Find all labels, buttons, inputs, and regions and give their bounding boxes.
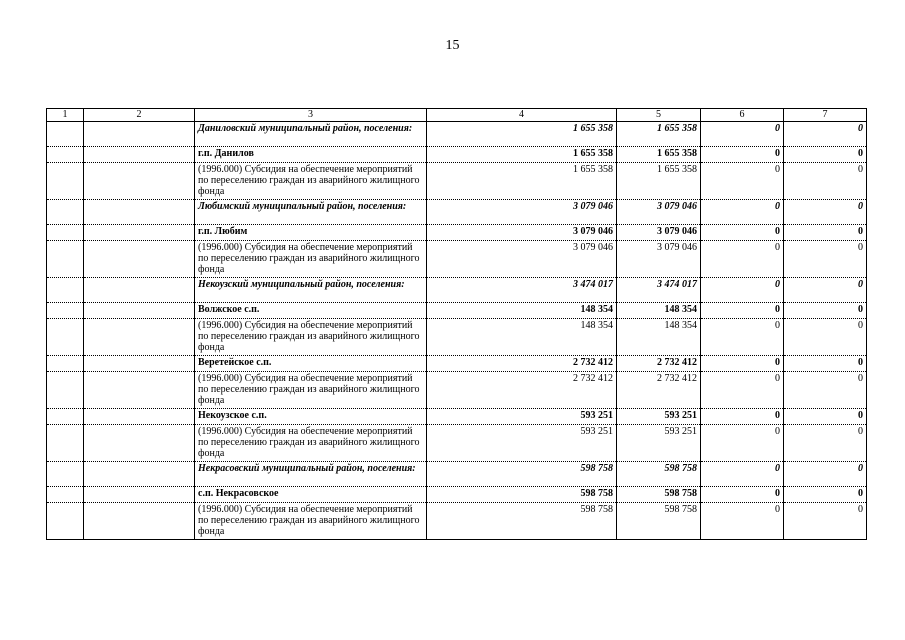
row-name: Некоузский муниципальный район, поселения: — [195, 278, 427, 303]
cell-col1 — [47, 487, 84, 503]
value-col5: 598 758 — [617, 487, 701, 503]
value-col6: 0 — [701, 487, 784, 503]
column-header-1: 1 — [47, 109, 84, 122]
cell-col1 — [47, 163, 84, 200]
value-col5: 593 251 — [617, 409, 701, 425]
cell-col2 — [84, 147, 195, 163]
cell-col2 — [84, 163, 195, 200]
row-name: Веретейское с.п. — [195, 356, 427, 372]
cell-col2 — [84, 372, 195, 409]
table-row-item — [47, 372, 867, 409]
table-row-item — [47, 163, 867, 200]
cell-col2 — [84, 425, 195, 462]
value-col5: 2 732 412 — [617, 372, 701, 409]
value-col4: 3 079 046 — [427, 241, 617, 278]
cell-col1 — [47, 278, 84, 303]
cell-col1 — [47, 303, 84, 319]
cell-col2 — [84, 225, 195, 241]
value-col4: 598 758 — [427, 487, 617, 503]
value-col4: 1 655 358 — [427, 163, 617, 200]
value-col4: 1 655 358 — [427, 147, 617, 163]
value-col4: 598 758 — [427, 462, 617, 487]
table-row-settlement — [47, 487, 867, 503]
table-row-district — [47, 278, 867, 303]
row-name: Волжское с.п. — [195, 303, 427, 319]
value-col6: 0 — [701, 503, 784, 540]
value-col6: 0 — [701, 356, 784, 372]
value-col6: 0 — [701, 241, 784, 278]
column-header-7: 7 — [784, 109, 867, 122]
cell-col1 — [47, 356, 84, 372]
cell-col2 — [84, 356, 195, 372]
table-row-settlement — [47, 303, 867, 319]
row-name: (1996.000) Субсидия на обеспечение мероприятий по переселению граждан из аварийного жилищного фонда — [195, 319, 427, 356]
value-col6: 0 — [701, 319, 784, 356]
row-name: Даниловский муниципальный район, поселения: — [195, 122, 427, 147]
value-col6: 0 — [701, 200, 784, 225]
value-col5: 1 655 358 — [617, 163, 701, 200]
row-name: Любимский муниципальный район, поселения: — [195, 200, 427, 225]
value-col7: 0 — [784, 356, 867, 372]
row-name: (1996.000) Субсидия на обеспечение мероприятий по переселению граждан из аварийного жилищного фонда — [195, 241, 427, 278]
budget-table — [46, 108, 867, 540]
cell-col1 — [47, 147, 84, 163]
value-col6: 0 — [701, 122, 784, 147]
row-name: (1996.000) Субсидия на обеспечение мероприятий по переселению граждан из аварийного жилищного фонда — [195, 503, 427, 540]
cell-col2 — [84, 278, 195, 303]
column-header-3: 3 — [195, 109, 427, 122]
value-col5: 598 758 — [617, 503, 701, 540]
row-name: г.п. Любим — [195, 225, 427, 241]
cell-col1 — [47, 319, 84, 356]
value-col6: 0 — [701, 225, 784, 241]
value-col7: 0 — [784, 147, 867, 163]
cell-col2 — [84, 241, 195, 278]
cell-col1 — [47, 425, 84, 462]
value-col7: 0 — [784, 319, 867, 356]
value-col4: 2 732 412 — [427, 372, 617, 409]
value-col5: 3 079 046 — [617, 225, 701, 241]
page-number: 15 — [445, 38, 460, 53]
value-col7: 0 — [784, 303, 867, 319]
cell-col1 — [47, 409, 84, 425]
value-col5: 593 251 — [617, 425, 701, 462]
value-col4: 1 655 358 — [427, 122, 617, 147]
value-col5: 3 079 046 — [617, 241, 701, 278]
value-col6: 0 — [701, 409, 784, 425]
column-header-2: 2 — [84, 109, 195, 122]
value-col7: 0 — [784, 200, 867, 225]
value-col7: 0 — [784, 122, 867, 147]
row-name: г.п. Данилов — [195, 147, 427, 163]
cell-col1 — [47, 462, 84, 487]
value-col6: 0 — [701, 425, 784, 462]
value-col7: 0 — [784, 225, 867, 241]
cell-col2 — [84, 122, 195, 147]
table-row-settlement — [47, 409, 867, 425]
cell-col2 — [84, 200, 195, 225]
value-col5: 3 474 017 — [617, 278, 701, 303]
value-col6: 0 — [701, 462, 784, 487]
table-row-settlement — [47, 147, 867, 163]
value-col7: 0 — [784, 487, 867, 503]
value-col4: 3 079 046 — [427, 225, 617, 241]
cell-col2 — [84, 409, 195, 425]
value-col6: 0 — [701, 372, 784, 409]
value-col5: 598 758 — [617, 462, 701, 487]
cell-col1 — [47, 200, 84, 225]
value-col4: 148 354 — [427, 303, 617, 319]
row-name: (1996.000) Субсидия на обеспечение мероприятий по переселению граждан из аварийного жилищного фонда — [195, 163, 427, 200]
value-col5: 1 655 358 — [617, 122, 701, 147]
row-name: Некрасовский муниципальный район, поселения: — [195, 462, 427, 487]
cell-col1 — [47, 225, 84, 241]
value-col7: 0 — [784, 503, 867, 540]
cell-col2 — [84, 503, 195, 540]
cell-col2 — [84, 487, 195, 503]
value-col4: 593 251 — [427, 409, 617, 425]
value-col4: 593 251 — [427, 425, 617, 462]
table-body — [47, 122, 867, 540]
cell-col1 — [47, 503, 84, 540]
value-col6: 0 — [701, 303, 784, 319]
value-col6: 0 — [701, 147, 784, 163]
row-name: (1996.000) Субсидия на обеспечение мероприятий по переселению граждан из аварийного жилищного фонда — [195, 425, 427, 462]
column-header-6: 6 — [701, 109, 784, 122]
value-col5: 148 354 — [617, 319, 701, 356]
cell-col2 — [84, 319, 195, 356]
column-header-4: 4 — [427, 109, 617, 122]
value-col5: 3 079 046 — [617, 200, 701, 225]
value-col7: 0 — [784, 278, 867, 303]
cell-col2 — [84, 462, 195, 487]
value-col7: 0 — [784, 409, 867, 425]
value-col7: 0 — [784, 372, 867, 409]
value-col5: 148 354 — [617, 303, 701, 319]
value-col7: 0 — [784, 462, 867, 487]
value-col4: 148 354 — [427, 319, 617, 356]
value-col6: 0 — [701, 278, 784, 303]
table-row-item — [47, 425, 867, 462]
value-col4: 3 079 046 — [427, 200, 617, 225]
value-col7: 0 — [784, 163, 867, 200]
row-name: Некоузское с.п. — [195, 409, 427, 425]
value-col4: 2 732 412 — [427, 356, 617, 372]
row-name: (1996.000) Субсидия на обеспечение мероприятий по переселению граждан из аварийного жилищного фонда — [195, 372, 427, 409]
row-name: с.п. Некрасовское — [195, 487, 427, 503]
table-row-item — [47, 241, 867, 278]
value-col7: 0 — [784, 241, 867, 278]
table-row-settlement — [47, 356, 867, 372]
value-col6: 0 — [701, 163, 784, 200]
table-row-settlement — [47, 225, 867, 241]
table-row-item — [47, 319, 867, 356]
value-col4: 598 758 — [427, 503, 617, 540]
column-numbers-row — [47, 109, 867, 122]
value-col4: 3 474 017 — [427, 278, 617, 303]
value-col7: 0 — [784, 425, 867, 462]
table-row-district — [47, 122, 867, 147]
table-row-item — [47, 503, 867, 540]
cell-col1 — [47, 122, 84, 147]
column-header-5: 5 — [617, 109, 701, 122]
cell-col2 — [84, 303, 195, 319]
cell-col1 — [47, 241, 84, 278]
value-col5: 2 732 412 — [617, 356, 701, 372]
cell-col1 — [47, 372, 84, 409]
table-row-district — [47, 462, 867, 487]
table-row-district — [47, 200, 867, 225]
value-col5: 1 655 358 — [617, 147, 701, 163]
